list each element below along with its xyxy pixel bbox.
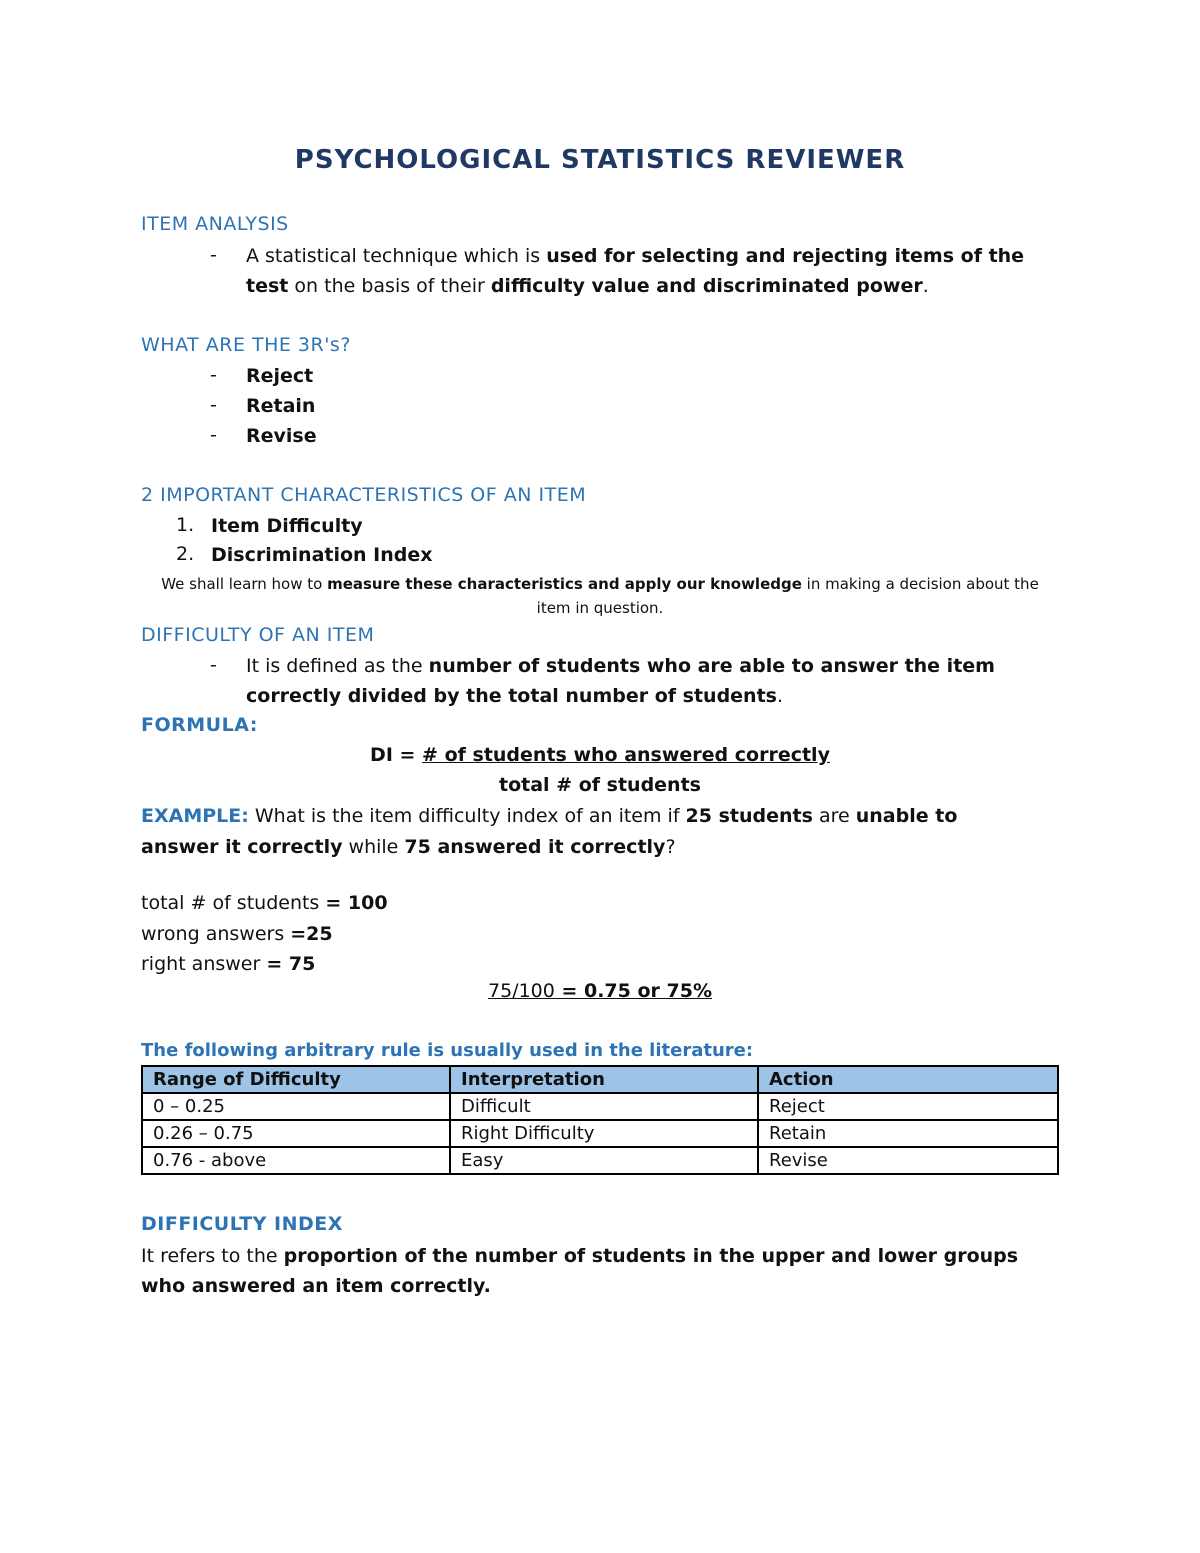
column-header: Range of Difficulty <box>142 1066 450 1093</box>
column-header: Action <box>758 1066 1058 1093</box>
table-cell: Easy <box>450 1147 758 1174</box>
table-row <box>142 1120 1058 1147</box>
item-analysis-line2: test on the basis of their difficulty value and discriminated power. <box>246 275 929 297</box>
bullet-dash: - <box>210 424 217 446</box>
list-item: Reject <box>246 365 314 387</box>
table-header-row <box>142 1066 1058 1093</box>
formula-heading: FORMULA: <box>141 714 258 736</box>
column-header: Interpretation <box>450 1066 758 1093</box>
characteristics-note: We shall learn how to measure these characteristics and apply our knowledge in making a decision about the item in question. <box>161 575 1039 617</box>
list-number: 2. <box>176 543 195 565</box>
table-row <box>142 1093 1058 1120</box>
table-cell: Right Difficulty <box>450 1120 758 1147</box>
example-line2: answer it correctly while 75 answered it correctly? <box>141 836 676 858</box>
difficulty-index-line1: It refers to the proportion of the number of students in the upper and lower groups <box>141 1245 1019 1267</box>
characteristics-heading: 2 IMPORTANT CHARACTERISTICS OF AN ITEM <box>141 484 587 506</box>
bullet-dash: - <box>210 364 217 386</box>
difficulty-line1: It is defined as the number of students who are able to answer the item <box>246 655 995 677</box>
table-cell: Retain <box>758 1120 1058 1147</box>
item-analysis-line1: A statistical technique which is used for selecting and rejecting items of the <box>246 245 1025 267</box>
bullet-dash: - <box>210 244 217 266</box>
calculation-result: 75/100 = 0.75 or 75% <box>487 980 712 1002</box>
difficulty-heading: DIFFICULTY OF AN ITEM <box>141 624 375 646</box>
table-cell: Revise <box>758 1147 1058 1174</box>
rule-heading: The following arbitrary rule is usually used in the literature: <box>141 1040 754 1061</box>
difficulty-index-heading: DIFFICULTY INDEX <box>141 1213 343 1235</box>
table-cell: 0 – 0.25 <box>142 1093 450 1120</box>
item-analysis-heading: ITEM ANALYSIS <box>141 213 289 235</box>
difficulty-line2: correctly divided by the total number of students. <box>246 685 784 707</box>
page-title: PSYCHOLOGICAL STATISTICS REVIEWER <box>294 145 906 175</box>
bullet-dash: - <box>210 654 217 676</box>
list-item: Retain <box>246 395 316 417</box>
formula-denominator: total # of students <box>499 774 701 796</box>
list-item: Revise <box>246 425 317 447</box>
example-line1: EXAMPLE: What is the item difficulty index of an item if 25 students are unable to <box>141 805 958 827</box>
difficulty-rule-table <box>141 1065 1059 1175</box>
table-row <box>142 1147 1058 1174</box>
difficulty-index-line2: who answered an item correctly. <box>141 1275 491 1297</box>
wrong-answers-line: wrong answers =25 <box>141 923 333 945</box>
total-students-line: total # of students = 100 <box>141 892 388 914</box>
table-cell: Reject <box>758 1093 1058 1120</box>
list-item: Item Difficulty <box>211 515 363 537</box>
table-cell: 0.76 - above <box>142 1147 450 1174</box>
table-cell: 0.26 – 0.75 <box>142 1120 450 1147</box>
list-item: Discrimination Index <box>211 544 433 566</box>
three-rs-heading: WHAT ARE THE 3R's? <box>141 334 351 356</box>
right-answer-line: right answer = 75 <box>141 953 316 975</box>
bullet-dash: - <box>210 394 217 416</box>
list-number: 1. <box>176 514 195 536</box>
formula-numerator: DI = # of students who answered correctly <box>370 744 830 766</box>
table-cell: Difficult <box>450 1093 758 1120</box>
